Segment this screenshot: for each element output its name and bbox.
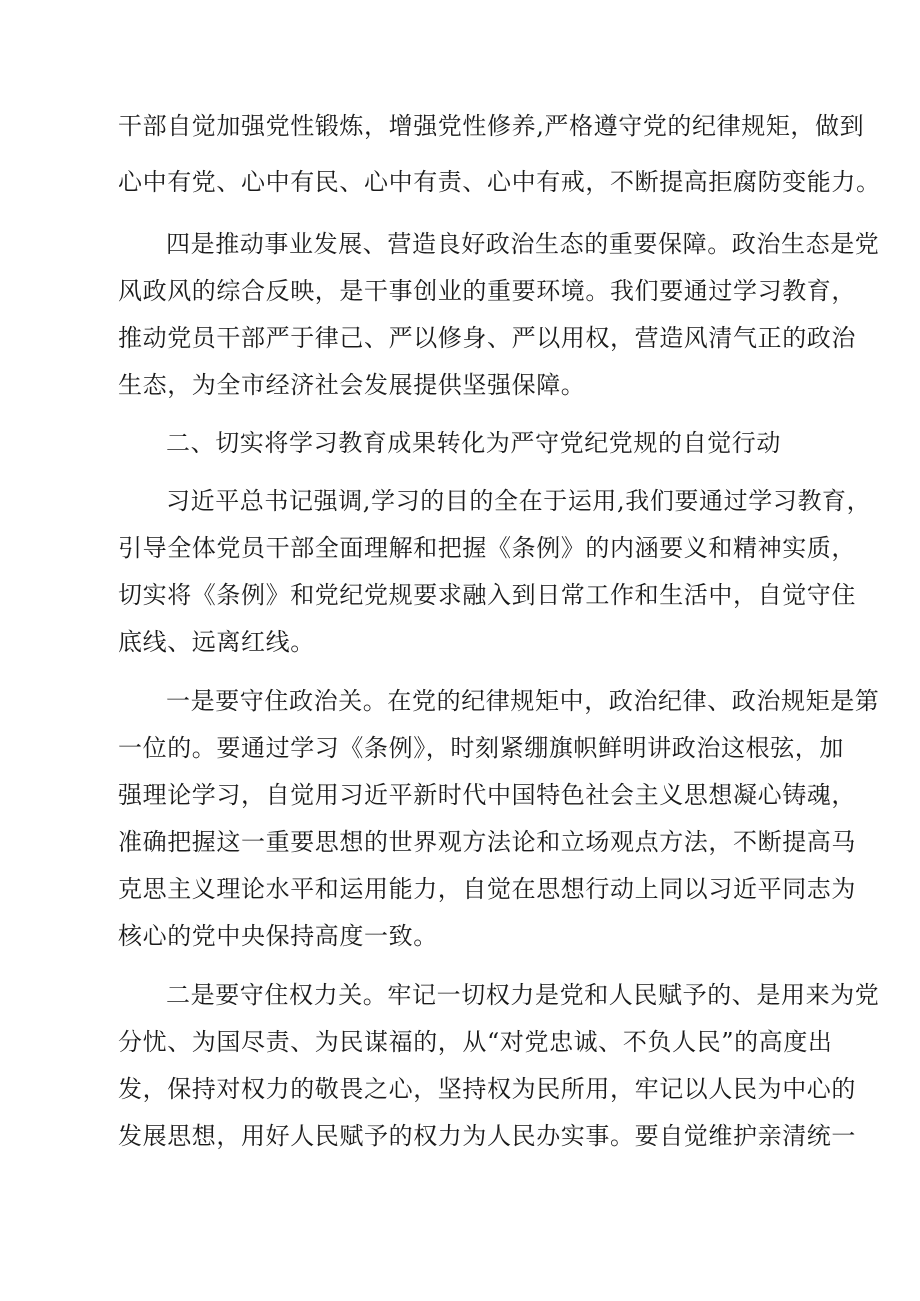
text-line: 四是推动事业发展、营造良好政治生态的重要保障。政治生态是党 bbox=[166, 230, 880, 258]
text-line: 一位的。要通过学习《条例》，时刻紧绷旗帜鲜明讲政治这根弦，加 bbox=[118, 734, 844, 762]
text-line: 克思主义理论水平和运用能力，自觉在思想行动上同以习近平同志为 bbox=[118, 875, 856, 903]
text-line: 心中有党、心中有民、心中有责、心中有戒，不断提高拒腐防变能力。 bbox=[118, 168, 881, 196]
text-line: 二是要守住权力关。牢记一切权力是党和人民赋予的、是用来为党 bbox=[166, 981, 880, 1009]
text-line: 风政风的综合反映，是干事创业的重要环境。我们要通过学习教育， bbox=[118, 277, 856, 305]
text-line: 引导全体党员干部全面理解和把握《条例》的内涵要义和精神实质， bbox=[118, 534, 856, 562]
text-line: 习近平总书记强调,学习的目的全在于运用,我们要通过学习教育， bbox=[166, 487, 872, 515]
text-line: 切实将《条例》和党纪党规要求融入到日常工作和生活中，自觉守住 bbox=[118, 581, 856, 609]
text-line: 生态，为全市经济社会发展提供坚强保障。 bbox=[118, 371, 586, 399]
text-line: 强理论学习，自觉用习近平新时代中国特色社会主义思想凝心铸魂， bbox=[118, 781, 856, 809]
text-line: 发展思想，用好人民赋予的权力为人民办实事。要自觉维护亲清统一 bbox=[118, 1122, 856, 1150]
text-line: 分忧、为国尽责、为民谋福的，从“对党忠诚、不负人民”的高度出 bbox=[118, 1028, 833, 1056]
text-line: 一是要守住政治关。在党的纪律规矩中，政治纪律、政治规矩是第 bbox=[166, 687, 880, 715]
text-line: 底线、远离红线。 bbox=[118, 628, 315, 656]
text-line: 推动党员干部严于律己、严以修身、严以用权，营造风清气正的政治 bbox=[118, 324, 856, 352]
text-line: 核心的党中央保持高度一致。 bbox=[118, 922, 438, 950]
text-line: 发，保持对权力的敬畏之心，坚持权为民所用，牢记以人民为中心的 bbox=[118, 1075, 856, 1103]
text-line: 干部自觉加强党性锻炼，增强党性修养,严格遵守党的纪律规矩，做到 bbox=[118, 112, 865, 140]
heading-text: 二、切实将学习教育成果转化为严守党纪党规的自觉行动 bbox=[166, 429, 781, 457]
text-line: 准确把握这一重要思想的世界观方法论和立场观点方法，不断提高马 bbox=[118, 828, 856, 856]
